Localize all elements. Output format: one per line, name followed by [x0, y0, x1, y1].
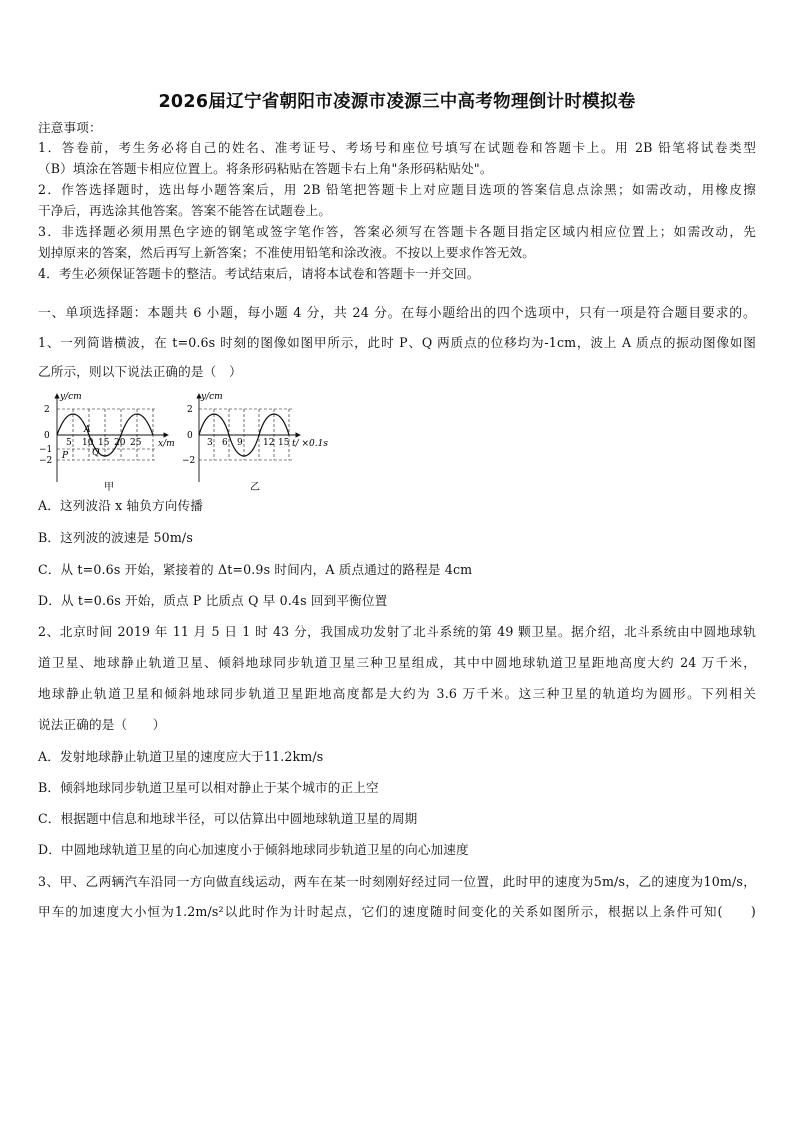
x-tick-label: 9 [237, 438, 243, 448]
q1-stem: 乙所示，则以下说法正确的是（ ） [38, 364, 242, 379]
x-tick-label: 25 [130, 438, 142, 448]
q1-option-b: B．这列波的波速是 50m/s [38, 530, 193, 545]
notice-line: 1．答卷前，考生务必将自己的姓名、准考证号、考场号和座位号填写在试题卷和答题卡上。用 2B 铅笔将试卷类型 [38, 140, 756, 155]
q2-option-c: C．根据题中信息和地球半径，可以估算出中圆地球轨道卫星的周期 [38, 811, 418, 826]
q2-option-a: A．发射地球静止轨道卫星的速度应大于11.2km/s [38, 749, 324, 764]
notice-line: （B）填涂在答题卡相应位置上。将条形码粘贴在答题卡右上角"条形码粘贴处"。 [38, 161, 493, 176]
x-tick-label: 10 [82, 438, 94, 448]
figure-jia [38, 382, 178, 494]
figure-yi [182, 382, 332, 494]
y-axis-label: y/cm [201, 392, 223, 402]
x-tick-label: 15 [98, 438, 110, 448]
x-tick-label: 20 [114, 438, 126, 448]
notice-line: 4．考生必须保证答题卡的整洁。考试结束后，请将本试卷和答题卡一并交回。 [38, 266, 480, 281]
y-tick-label: 0 [44, 431, 50, 441]
q2-option-b: B．倾斜地球同步轨道卫星可以相对静止于某个城市的正上空 [38, 780, 379, 795]
point-label-p: P [62, 451, 69, 461]
y-axis-label: y/cm [60, 392, 82, 402]
section-heading: 一、单项选择题：本题共 6 小题，每小题 4 分，共 24 分。在每小题给出的四个选项中，只有一项是符合题目要求的。 [38, 306, 756, 321]
x-tick-label: 6 [222, 438, 228, 448]
q1-option-d: D．从 t=0.6s 开始，质点 P 比质点 Q 早 0.4s 回到平衡位置 [38, 593, 388, 608]
x-axis-label: t/ ×0.1s [292, 439, 328, 449]
notice-line: 干净后，再选涂其他答案。答案不能答在试题卷上。 [38, 203, 332, 218]
figure-caption: 甲 [104, 482, 114, 493]
q3-stem: 3、甲、乙两辆汽车沿同一方向做直线运动，两车在某一时刻刚好经过同一位置，此时甲的速度为5m/s，乙的速度为10m/s， [38, 874, 756, 889]
q1-option-a: A．这列波沿 x 轴负方向传播 [38, 498, 203, 513]
notice-line: 3．非选择题必须用黑色字迹的钢笔或签字笔作答，答案必须写在答题卡各题目指定区域内相应位置上；如需改动，先 [38, 224, 756, 239]
point-label-q: Q [92, 448, 100, 458]
x-axis-label: x/m [158, 439, 175, 449]
notice-line: 划掉原来的答案，然后再写上新答案；不准使用铅笔和涂改液。不按以上要求作答无效。 [38, 245, 536, 260]
y-tick-label: 0 [187, 431, 193, 441]
y-tick-label: −2 [39, 456, 53, 466]
x-tick-label: 5 [66, 438, 72, 448]
figure-caption: 乙 [250, 482, 260, 493]
q3-stem: 甲车的加速度大小恒为1.2m/s²以此时作为计时起点，它们的速度随时间变化的关系如图所示，根据以上条件可知( ) [38, 904, 756, 919]
notice-heading: 注意事项： [38, 120, 102, 135]
y-tick-label: −1 [39, 445, 53, 455]
page-title: 2026届辽宁省朝阳市凌源市凌源三中高考物理倒计时模拟卷 [158, 92, 636, 112]
q2-stem: 地球静止轨道卫星和倾斜地球同步轨道卫星距地高度都是大约为 3.6 万千米。这三种卫星的轨道均为圆形。下列相关 [38, 686, 756, 701]
y-tick-label: 2 [187, 405, 193, 415]
x-tick-label: 3 [207, 438, 213, 448]
q2-stem: 说法正确的是（ ） [38, 717, 166, 732]
q2-stem: 2、北京时间 2019 年 11 月 5 日 1 时 43 分，我国成功发射了北斗系统的第 49 颗卫星。据介绍，北斗系统由中圆地球轨 [38, 624, 756, 639]
y-tick-label: −2 [182, 456, 196, 466]
notice-line: 2．作答选择题时，选出每小题答案后，用 2B 铅笔把答题卡上对应题目选项的答案信息点涂黑；如需改动，用橡皮擦 [38, 182, 756, 197]
q1-option-c: C．从 t=0.6s 开始，紧接着的 Δt=0.9s 时间内，A 质点通过的路程是 4cm [38, 562, 473, 577]
q2-stem: 道卫星、地球静止轨道卫星、倾斜地球同步轨道卫星三种卫星组成，其中中圆地球轨道卫星距地高度大约 24 万千米， [38, 655, 756, 670]
q1-stem: 1、一列简谐横波，在 t=0.6s 时刻的图像如图甲所示，此时 P、Q 两质点的位移均为-1cm，波上 A 质点的振动图像如图 [38, 335, 756, 350]
point-label-a: A [84, 425, 91, 435]
y-tick-label: 2 [44, 405, 50, 415]
x-tick-label: 12 [263, 438, 275, 448]
q2-option-d: D．中圆地球轨道卫星的向心加速度小于倾斜地球同步轨道卫星的向心加速度 [38, 842, 469, 857]
x-tick-label: 15 [278, 438, 290, 448]
